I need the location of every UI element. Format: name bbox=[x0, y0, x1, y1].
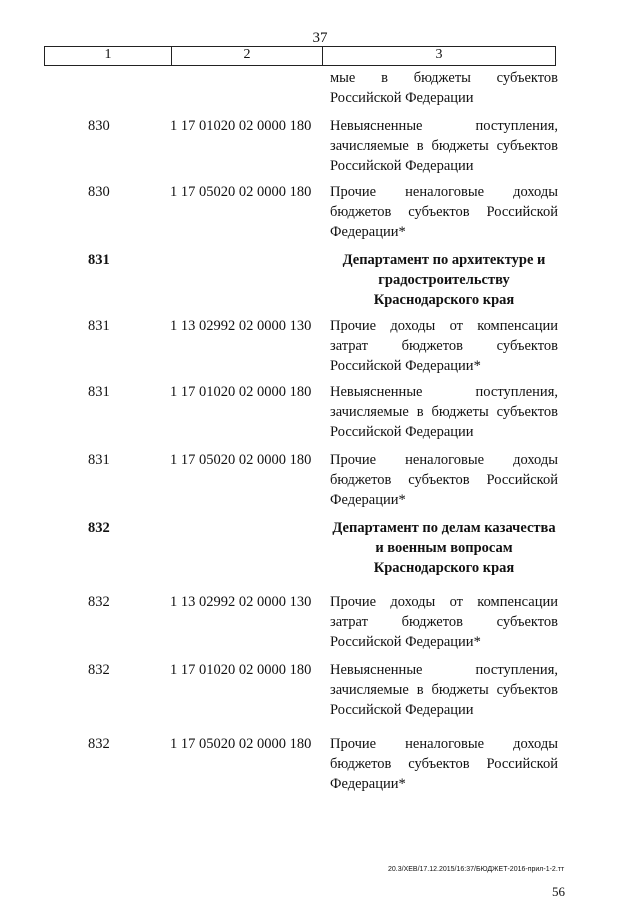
continuation-text: мые в бюджеты субъектов Российской Федерации bbox=[330, 70, 558, 106]
admin-code: 832 bbox=[88, 594, 110, 610]
income-description: Невыясненные поступления, зачисляемые в бюджеты субъектов Российской Федерации bbox=[330, 662, 558, 718]
budget-code: 1 17 01020 02 0000 180 bbox=[170, 118, 312, 134]
column-header-3: 3 bbox=[435, 47, 443, 62]
admin-code: 832 bbox=[88, 662, 110, 678]
column-header-row bbox=[44, 46, 556, 66]
column-header-2: 2 bbox=[172, 47, 323, 65]
admin-code: 830 bbox=[88, 184, 110, 200]
page-number: 37 bbox=[312, 30, 328, 46]
document-reference: 20.3/ХЕВ/17.12.2015/16:37/БЮДЖЕТ-2016-прил-1-2.тт bbox=[388, 866, 565, 873]
income-description: Прочие доходы от компенсации затрат бюджетов субъектов Российской Федерации* bbox=[330, 318, 558, 374]
admin-code: 831 bbox=[88, 384, 110, 400]
income-description: Невыясненные поступления, зачисляемые в бюджеты субъектов Российской Федерации bbox=[330, 384, 558, 440]
budget-code: 1 13 02992 02 0000 130 bbox=[170, 594, 312, 610]
department-heading: Департамент по делам казачества и военным вопросам Краснодарского края bbox=[332, 520, 556, 576]
budget-code: 1 17 05020 02 0000 180 bbox=[170, 184, 312, 200]
budget-code: 1 13 02992 02 0000 130 bbox=[170, 318, 312, 334]
admin-code: 831 bbox=[88, 252, 110, 268]
department-heading: Департамент по архитектуре и градостроительству Краснодарского края bbox=[342, 252, 546, 308]
budget-code: 1 17 05020 02 0000 180 bbox=[170, 736, 312, 752]
admin-code: 831 bbox=[88, 318, 110, 334]
budget-code: 1 17 01020 02 0000 180 bbox=[170, 384, 312, 400]
sheet-number: 56 bbox=[552, 884, 565, 899]
budget-code: 1 17 05020 02 0000 180 bbox=[170, 452, 312, 468]
income-description: Прочие доходы от компенсации затрат бюджетов субъектов Российской Федерации* bbox=[330, 594, 558, 650]
income-description: Прочие неналоговые доходы бюджетов субъектов Российской Федерации* bbox=[330, 736, 558, 792]
admin-code: 832 bbox=[88, 520, 110, 536]
income-description: Прочие неналоговые доходы бюджетов субъектов Российской Федерации* bbox=[330, 184, 558, 240]
admin-code: 831 bbox=[88, 452, 110, 468]
column-header-1: 1 bbox=[45, 47, 172, 65]
admin-code: 832 bbox=[88, 736, 110, 752]
budget-code: 1 17 01020 02 0000 180 bbox=[170, 662, 312, 678]
income-description: Невыясненные поступления, зачисляемые в бюджеты субъектов Российской Федерации bbox=[330, 118, 558, 174]
admin-code: 830 bbox=[88, 118, 110, 134]
income-description: Прочие неналоговые доходы бюджетов субъектов Российской Федерации* bbox=[330, 452, 558, 508]
